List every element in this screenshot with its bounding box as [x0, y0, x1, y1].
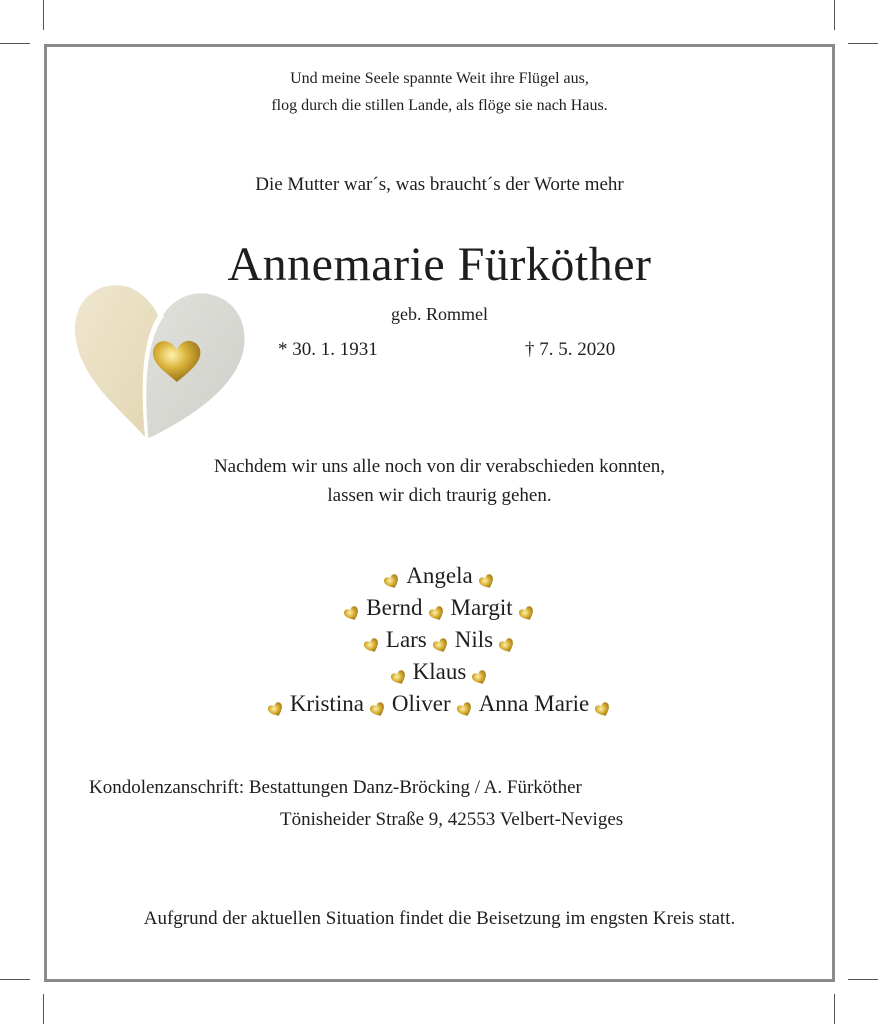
- footer-note: Aufgrund der aktuellen Situation findet die Beisetzung im engsten Kreis statt.: [143, 908, 736, 929]
- family-row: [47, 592, 832, 624]
- crop-mark: [43, 994, 44, 1024]
- poem-line: Und meine Seele spannte Weit ihre Flügel aus,: [290, 70, 589, 87]
- gold-heart-icon: [384, 567, 400, 583]
- crop-mark: [43, 0, 44, 30]
- crop-mark: [848, 43, 878, 44]
- gold-heart-icon: [595, 695, 611, 711]
- family-member: Oliver: [391, 691, 451, 716]
- gold-heart-icon: [479, 567, 495, 583]
- gold-heart-icon: [499, 631, 515, 647]
- death-date: † 7. 5. 2020: [525, 339, 616, 360]
- gold-heart-icon: [519, 599, 535, 615]
- gold-heart-icon: [364, 631, 380, 647]
- crop-mark: [834, 994, 835, 1024]
- family-row: [47, 656, 832, 688]
- family-row: [47, 688, 832, 720]
- gold-heart-icon: [457, 695, 473, 711]
- hearts-icon: [73, 277, 248, 439]
- gold-heart-icon: [433, 631, 449, 647]
- family-member: Angela: [406, 563, 473, 588]
- crop-mark: [834, 0, 835, 30]
- message-line: Nachdem wir uns alle noch von dir verabschieden konnten,: [213, 456, 666, 477]
- born-name: geb. Rommel: [391, 304, 488, 324]
- family-member: Klaus: [412, 659, 467, 684]
- gold-heart-icon: [429, 599, 445, 615]
- condolence-line: Kondolenzanschrift: Bestattungen Danz-Bröcking / A. Fürköther: [89, 777, 582, 798]
- motto: Die Mutter war´s, was braucht´s der Worte mehr: [255, 174, 624, 195]
- family-member: Nils: [454, 627, 494, 652]
- family-list: [47, 560, 832, 720]
- crop-mark: [0, 43, 30, 44]
- condolence-address: [89, 772, 623, 836]
- deceased-name: Annemarie Fürköther: [227, 238, 652, 291]
- message-line: lassen wir dich traurig gehen.: [327, 485, 552, 506]
- poem-line: flog durch die stillen Lande, als flöge sie nach Haus.: [271, 97, 608, 114]
- family-member: Anna Marie: [478, 691, 590, 716]
- obituary-frame: [44, 44, 835, 982]
- farewell-message: [47, 452, 832, 510]
- birth-date: * 30. 1. 1931: [278, 339, 378, 360]
- crop-mark: [0, 979, 30, 980]
- crop-mark: [848, 979, 878, 980]
- poem: [47, 65, 832, 119]
- gold-heart-icon: [268, 695, 284, 711]
- gold-heart-icon: [391, 663, 407, 679]
- condolence-line: Tönisheider Straße 9, 42553 Velbert-Neviges: [280, 809, 624, 830]
- family-member: Margit: [450, 595, 513, 620]
- family-member: Kristina: [289, 691, 364, 716]
- family-row: [47, 624, 832, 656]
- family-member: Lars: [385, 627, 427, 652]
- gold-heart-icon: [344, 599, 360, 615]
- gold-heart-icon: [472, 663, 488, 679]
- gold-heart-icon: [370, 695, 386, 711]
- family-row: [47, 560, 832, 592]
- family-member: Bernd: [366, 595, 423, 620]
